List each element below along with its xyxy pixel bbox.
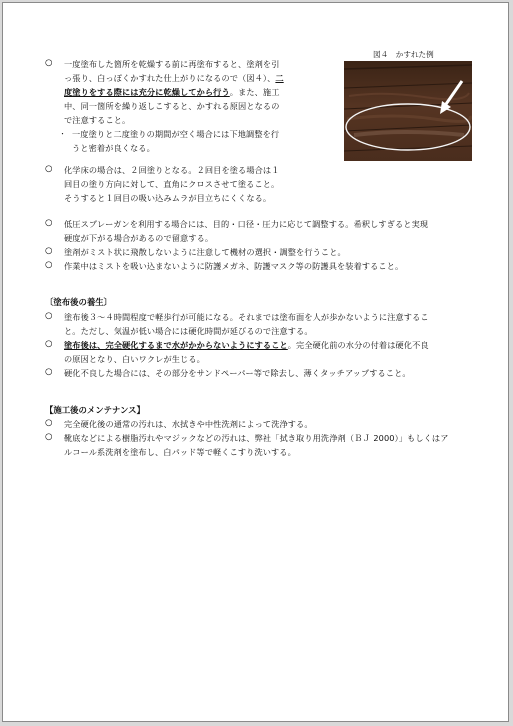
text-line: 中、同一箇所を繰り返しこすると、かすれる原因となるの [64, 101, 280, 111]
bullet-circle: ○ [45, 260, 53, 270]
bullet-circle: ○ [45, 432, 53, 442]
emphasis-text: 二 [275, 73, 284, 83]
text-line: 完全硬化後の通常の汚れは、水拭きや中性洗剤によって洗浄する。 [64, 419, 313, 429]
text-line: 度塗りをする際には充分に乾燥してから行う。また、施工 [64, 87, 280, 97]
text-line: そうすると１回目の吸い込みムラが目立ちにくくなる。 [64, 193, 272, 203]
section-heading: 【施工後のメンテナンス】 [45, 405, 145, 415]
text-line: で注意すること。 [64, 115, 131, 125]
text-line: っ張り、白っぽくかすれた仕上がりになるので（図４）、二 [64, 73, 284, 83]
bullet-circle: ○ [45, 246, 53, 256]
text-line: 回目の塗り方向に対して、直角にクロスさせて塗ること。 [64, 179, 280, 189]
bullet-circle: ○ [45, 367, 53, 377]
text-line: 硬化不良した場合には、その部分をサンドペーパー等で除去し、薄くタッチアップすること。 [64, 368, 411, 378]
bullet-circle: ○ [45, 339, 53, 349]
text-line: 低圧スプレーガンを利用する場合には、目的・口径・圧力に応じて調整する。希釈しすぎると実現 [64, 219, 429, 229]
text-line: と。ただし、気温が低い場合には硬化時間が延びるので注意する。 [64, 326, 313, 336]
sub-bullet: ・ [59, 130, 66, 138]
bullet-circle: ○ [45, 418, 53, 428]
bullet-circle: ○ [45, 164, 53, 174]
wood-floor-image [344, 61, 472, 161]
text-line: 塗布後は、完全硬化するまで水がかからないようにすること。完全硬化前の水分の付着は硬化不良 [64, 340, 429, 350]
emphasis-text: 度塗りをする際には充分に乾燥してから行う [64, 87, 230, 97]
text-line: 塗剤がミスト状に飛散しないように注意して機材の選択・調整を行うこと。 [64, 247, 346, 257]
bullet-circle: ○ [45, 311, 53, 321]
section-heading: 〔塗布後の養生〕 [45, 297, 112, 307]
wood-floor-photo [344, 61, 472, 161]
text-line: うと密着が良くなる。 [72, 143, 155, 153]
text-line: 塗布後３～４時間程度で軽歩行が可能になる。それまでは塗布面を人が歩かないように注意するこ [64, 312, 429, 322]
bullet-circle: ○ [45, 218, 53, 228]
text-line: 一度塗布した箇所を乾燥する前に再塗布すると、塗剤を引 [64, 59, 280, 69]
text-line: 化学床の場合は、２回塗りとなる。２回目を塗る場合は１ [64, 165, 280, 175]
text-line: 作業中はミストを吸い込まないように防護メガネ、防護マスク等の防護具を装着すること。 [64, 261, 404, 271]
text-line: 硬度が下がる場合があるので留意する。 [64, 233, 214, 243]
text-line: ルコール系洗剤を塗布し、白パッド等で軽くこすり洗いする。 [64, 447, 296, 457]
bullet-circle: ○ [45, 58, 53, 68]
figure-caption: 図４ かすれた例 [373, 50, 434, 59]
text-line: 靴底などによる樹脂汚れやマジックなどの汚れは、弊社「拭き取り用洗浄剤（ＢＪ 2000）」もしくはア [64, 433, 449, 443]
emphasis-text: 塗布後は、完全硬化するまで水がかからないようにすること [64, 340, 288, 350]
document-page [2, 2, 509, 722]
text-line: の原因となり、白いワクレが生じる。 [64, 354, 205, 364]
text-line: 一度塗りと二度塗りの期間が空く場合には下地調整を行 [72, 129, 280, 139]
